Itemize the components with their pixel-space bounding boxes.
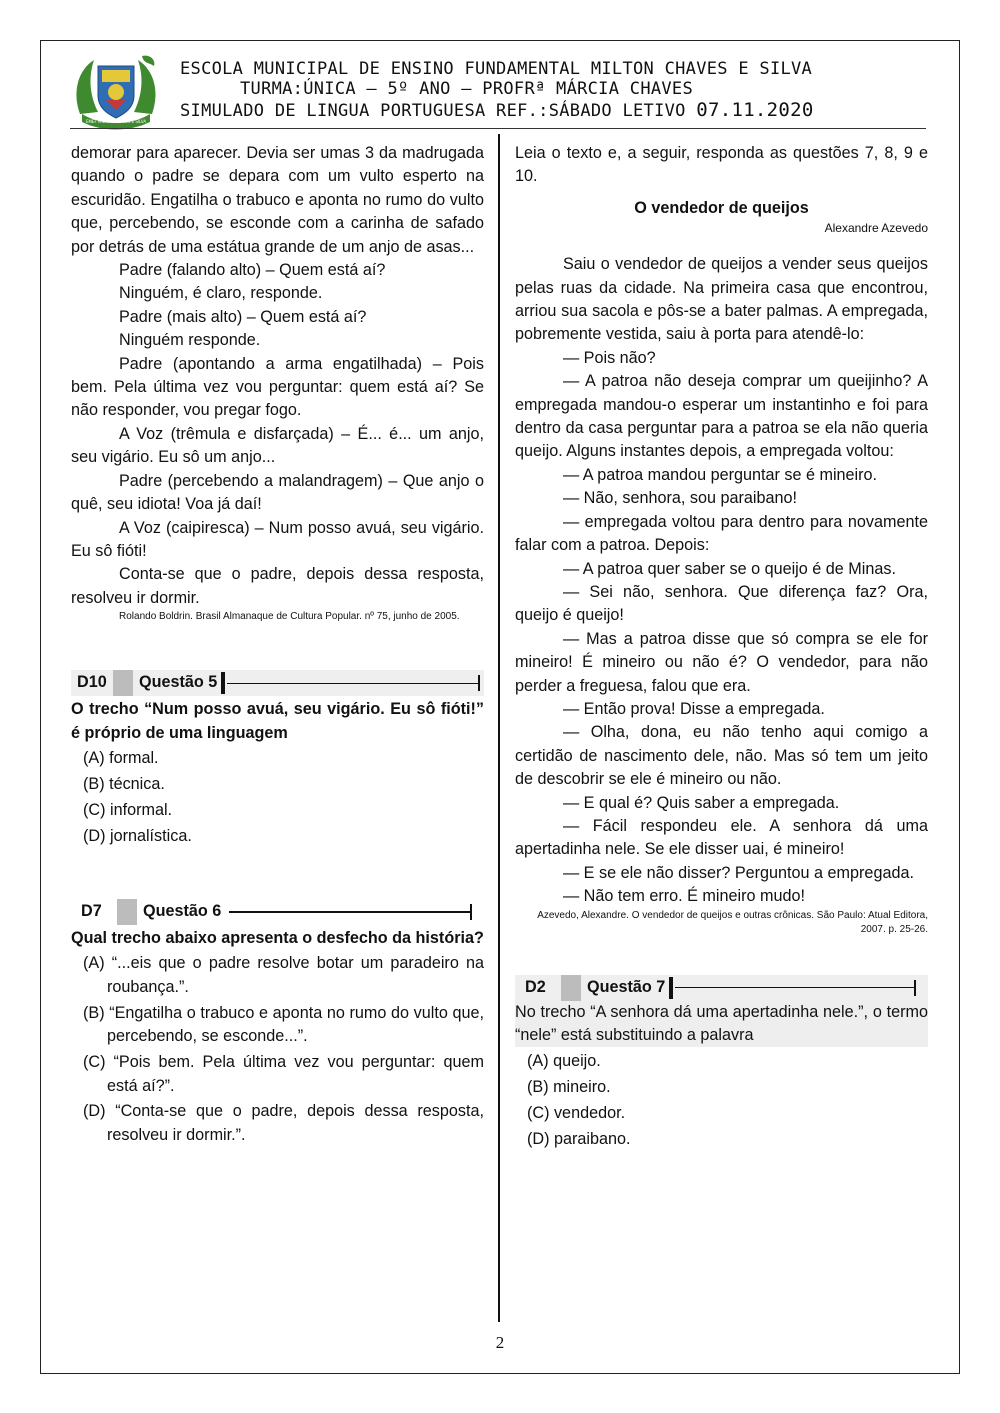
story-paragraph: — E se ele não disser? Perguntou a empregada. [563, 863, 914, 882]
option-c[interactable]: (C) vendedor. [527, 1103, 626, 1122]
option-c[interactable]: (C) informal. [83, 801, 173, 820]
answer-line-start [221, 672, 225, 694]
option-a[interactable]: (A) queijo. [527, 1051, 601, 1070]
option-c[interactable]: (C) “Pois bem. Pela última vez vou perguntar: quem está aí?”. [83, 1053, 484, 1095]
story-paragraph: Padre (percebendo a malandragem) – Que anjo o quê, seu idiota! Voa já daí! [71, 471, 484, 514]
header-class-teacher: TURMA:ÚNICA – 5º ANO – PROFRª MÁRCIA CHAVES [240, 79, 693, 99]
story-title: O vendedor de queijos [634, 198, 809, 217]
story-paragraph: Ninguém responde. [119, 331, 261, 350]
question-5-header [71, 670, 484, 696]
question-label: Questão 5 [139, 673, 218, 692]
header-school-name: ESCOLA MUNICIPAL DE ENSINO FUNDAMENTAL MILTON CHAVES E SILVA [180, 59, 813, 79]
gray-marker [117, 899, 137, 925]
right-column [515, 142, 928, 1154]
story-paragraph: demorar para aparecer. Devia ser umas 3 da madrugada quando o padre se depara com um vulto esperto na escuridão. Engatilha o trabuco e aponta no rumo do vulto que, percebendo, se esconde com a carinha de safado por detrás de uma estátua grande de um anjo de asas... [71, 144, 484, 256]
question-5-text: O trecho “Num posso avuá, seu vigário. Eu sô fióti!” é próprio de uma linguagem [71, 700, 484, 742]
option-d[interactable]: (D) “Conta-se que o padre, depois dessa resposta, resolveu ir dormir.”. [83, 1102, 484, 1144]
story-paragraph: — empregada voltou para dentro para novamente falar com a patroa. Depois: [515, 512, 928, 555]
option-a[interactable]: (A) formal. [83, 749, 159, 768]
question-6-options [71, 952, 484, 1147]
left-column [71, 142, 484, 1150]
story-paragraph: — Não, senhora, sou paraibano! [563, 489, 797, 508]
answer-line-end [914, 980, 916, 996]
story-paragraph: — Não tem erro. É mineiro mudo! [563, 887, 805, 906]
story-paragraph: — Sei não, senhora. Que diferença faz? Ora, queijo é queijo! [515, 582, 928, 625]
question-7-options [515, 1050, 928, 1151]
question-7-header [515, 975, 928, 1001]
answer-line-end [470, 904, 472, 920]
story-paragraph: Conta-se que o padre, depois dessa resposta, resolveu ir dormir. [71, 565, 484, 607]
svg-text:EMEF MILTON CHAVES E SILVA: EMEF MILTON CHAVES E SILVA [85, 119, 147, 124]
descriptor-code: D7 [81, 901, 102, 920]
exam-title-text: SIMULADO DE LINGUA PORTUGUESA REF.:SÁBADO LETIVO [180, 101, 686, 121]
story-paragraph: — A patroa não deseja comprar um queijinho? A empregada mandou-o esperar um instantinho e foi para dentro da casa perguntar para a patroa se ela não queria queijo. Alguns instantes depois, a empregada voltou: [515, 372, 928, 461]
gray-marker [113, 670, 133, 696]
gray-marker [561, 975, 581, 1001]
option-b[interactable]: (B) mineiro. [527, 1077, 611, 1096]
page-number: 2 [495, 1333, 505, 1352]
option-b[interactable]: (B) técnica. [83, 775, 165, 794]
story-citation: Azevedo, Alexandre. O vendedor de queijos e outras crônicas. São Paulo: Atual Editora, 2007. p. 25-26. [537, 909, 928, 935]
question-7-text: No trecho “A senhora dá uma apertadinha nele.”, o termo “nele” está substituindo a palavra [515, 1001, 928, 1048]
answer-line [675, 987, 914, 988]
option-d[interactable]: (D) jornalística. [83, 827, 192, 846]
descriptor-code: D2 [525, 977, 546, 996]
story-paragraph: — Então prova! Disse a empregada. [563, 699, 825, 718]
story-citation: Rolando Boldrin. Brasil Almanaque de Cultura Popular. nº 75, junho de 2005. [119, 611, 460, 623]
descriptor-code: D10 [77, 673, 107, 692]
column-divider [498, 134, 500, 1322]
story-paragraph: Ninguém, é claro, responde. [119, 284, 323, 303]
question-5-options [71, 747, 484, 848]
story-paragraph: — A patroa quer saber se o queijo é de Minas. [563, 559, 896, 578]
story-paragraph: — Mas a patroa disse que só compra se ele for mineiro! É mineiro ou não é? O vendedor, para não perder a freguesa, falou que era. [515, 629, 928, 695]
header-divider [70, 128, 926, 129]
answer-line [229, 911, 470, 913]
story-paragraph: A Voz (caipiresca) – Num posso avuá, seu vigário. Eu sô fióti! [71, 518, 484, 560]
story-author: Alexandre Azevedo [824, 221, 928, 236]
story-paragraph: — Fácil respondeu ele. A senhora dá uma apertadinha nele. Se ele disser uai, é mineiro! [515, 816, 928, 859]
reading-instructions: Leia o texto e, a seguir, responda as questões 7, 8, 9 e 10. [515, 144, 928, 186]
story-paragraph: Padre (apontando a arma engatilhada) – Pois bem. Pela última vez vou perguntar: quem está aí? Se não responder, vou pregar fogo. [71, 354, 484, 420]
answer-line-start [669, 977, 673, 999]
exam-date: 07.11.2020 [696, 99, 814, 121]
answer-line-end [478, 675, 480, 691]
option-a[interactable]: (A) “...eis que o padre resolve botar um paradeiro na roubança.”. [83, 954, 484, 996]
story-paragraph: — Olha, dona, eu não tenho aqui comigo a certidão de nascimento dele, não. Mas só tem um jeito de descobrir se ele é mineiro ou não. [515, 723, 928, 789]
question-label: Questão 7 [587, 977, 666, 996]
story-paragraph: Padre (mais alto) – Quem está aí? [119, 307, 367, 326]
story-text [515, 253, 928, 908]
story-paragraph: — Pois não? [563, 348, 656, 367]
story-paragraph: Padre (falando alto) – Quem está aí? [119, 261, 386, 280]
option-b[interactable]: (B) “Engatilha o trabuco e aponta no rumo do vulto que, percebendo, se esconde...”. [83, 1003, 484, 1046]
story-continuation [71, 142, 484, 624]
question-6-header [71, 899, 484, 925]
story-paragraph: Saiu o vendedor de queijos a vender seus queijos pelas ruas da cidade. Na primeira casa que encontrou, arriou sua sacola e pôs-se a bater palmas. A empregada, pobremente vestida, saiu à porta para atendê-lo: [515, 255, 928, 344]
answer-line [227, 683, 478, 684]
question-6-text: Qual trecho abaixo apresenta o desfecho da história? [71, 928, 484, 947]
school-logo [72, 52, 160, 130]
story-paragraph: A Voz (trêmula e disfarçada) – É... é... um anjo, seu vigário. Eu sô um anjo... [71, 424, 484, 467]
story-paragraph: — A patroa mandou perguntar se é mineiro. [563, 465, 878, 484]
option-d[interactable]: (D) paraibano. [527, 1129, 631, 1148]
header-exam-title [180, 99, 814, 121]
story-paragraph: — E qual é? Quis saber a empregada. [563, 793, 840, 812]
question-label: Questão 6 [143, 901, 222, 920]
